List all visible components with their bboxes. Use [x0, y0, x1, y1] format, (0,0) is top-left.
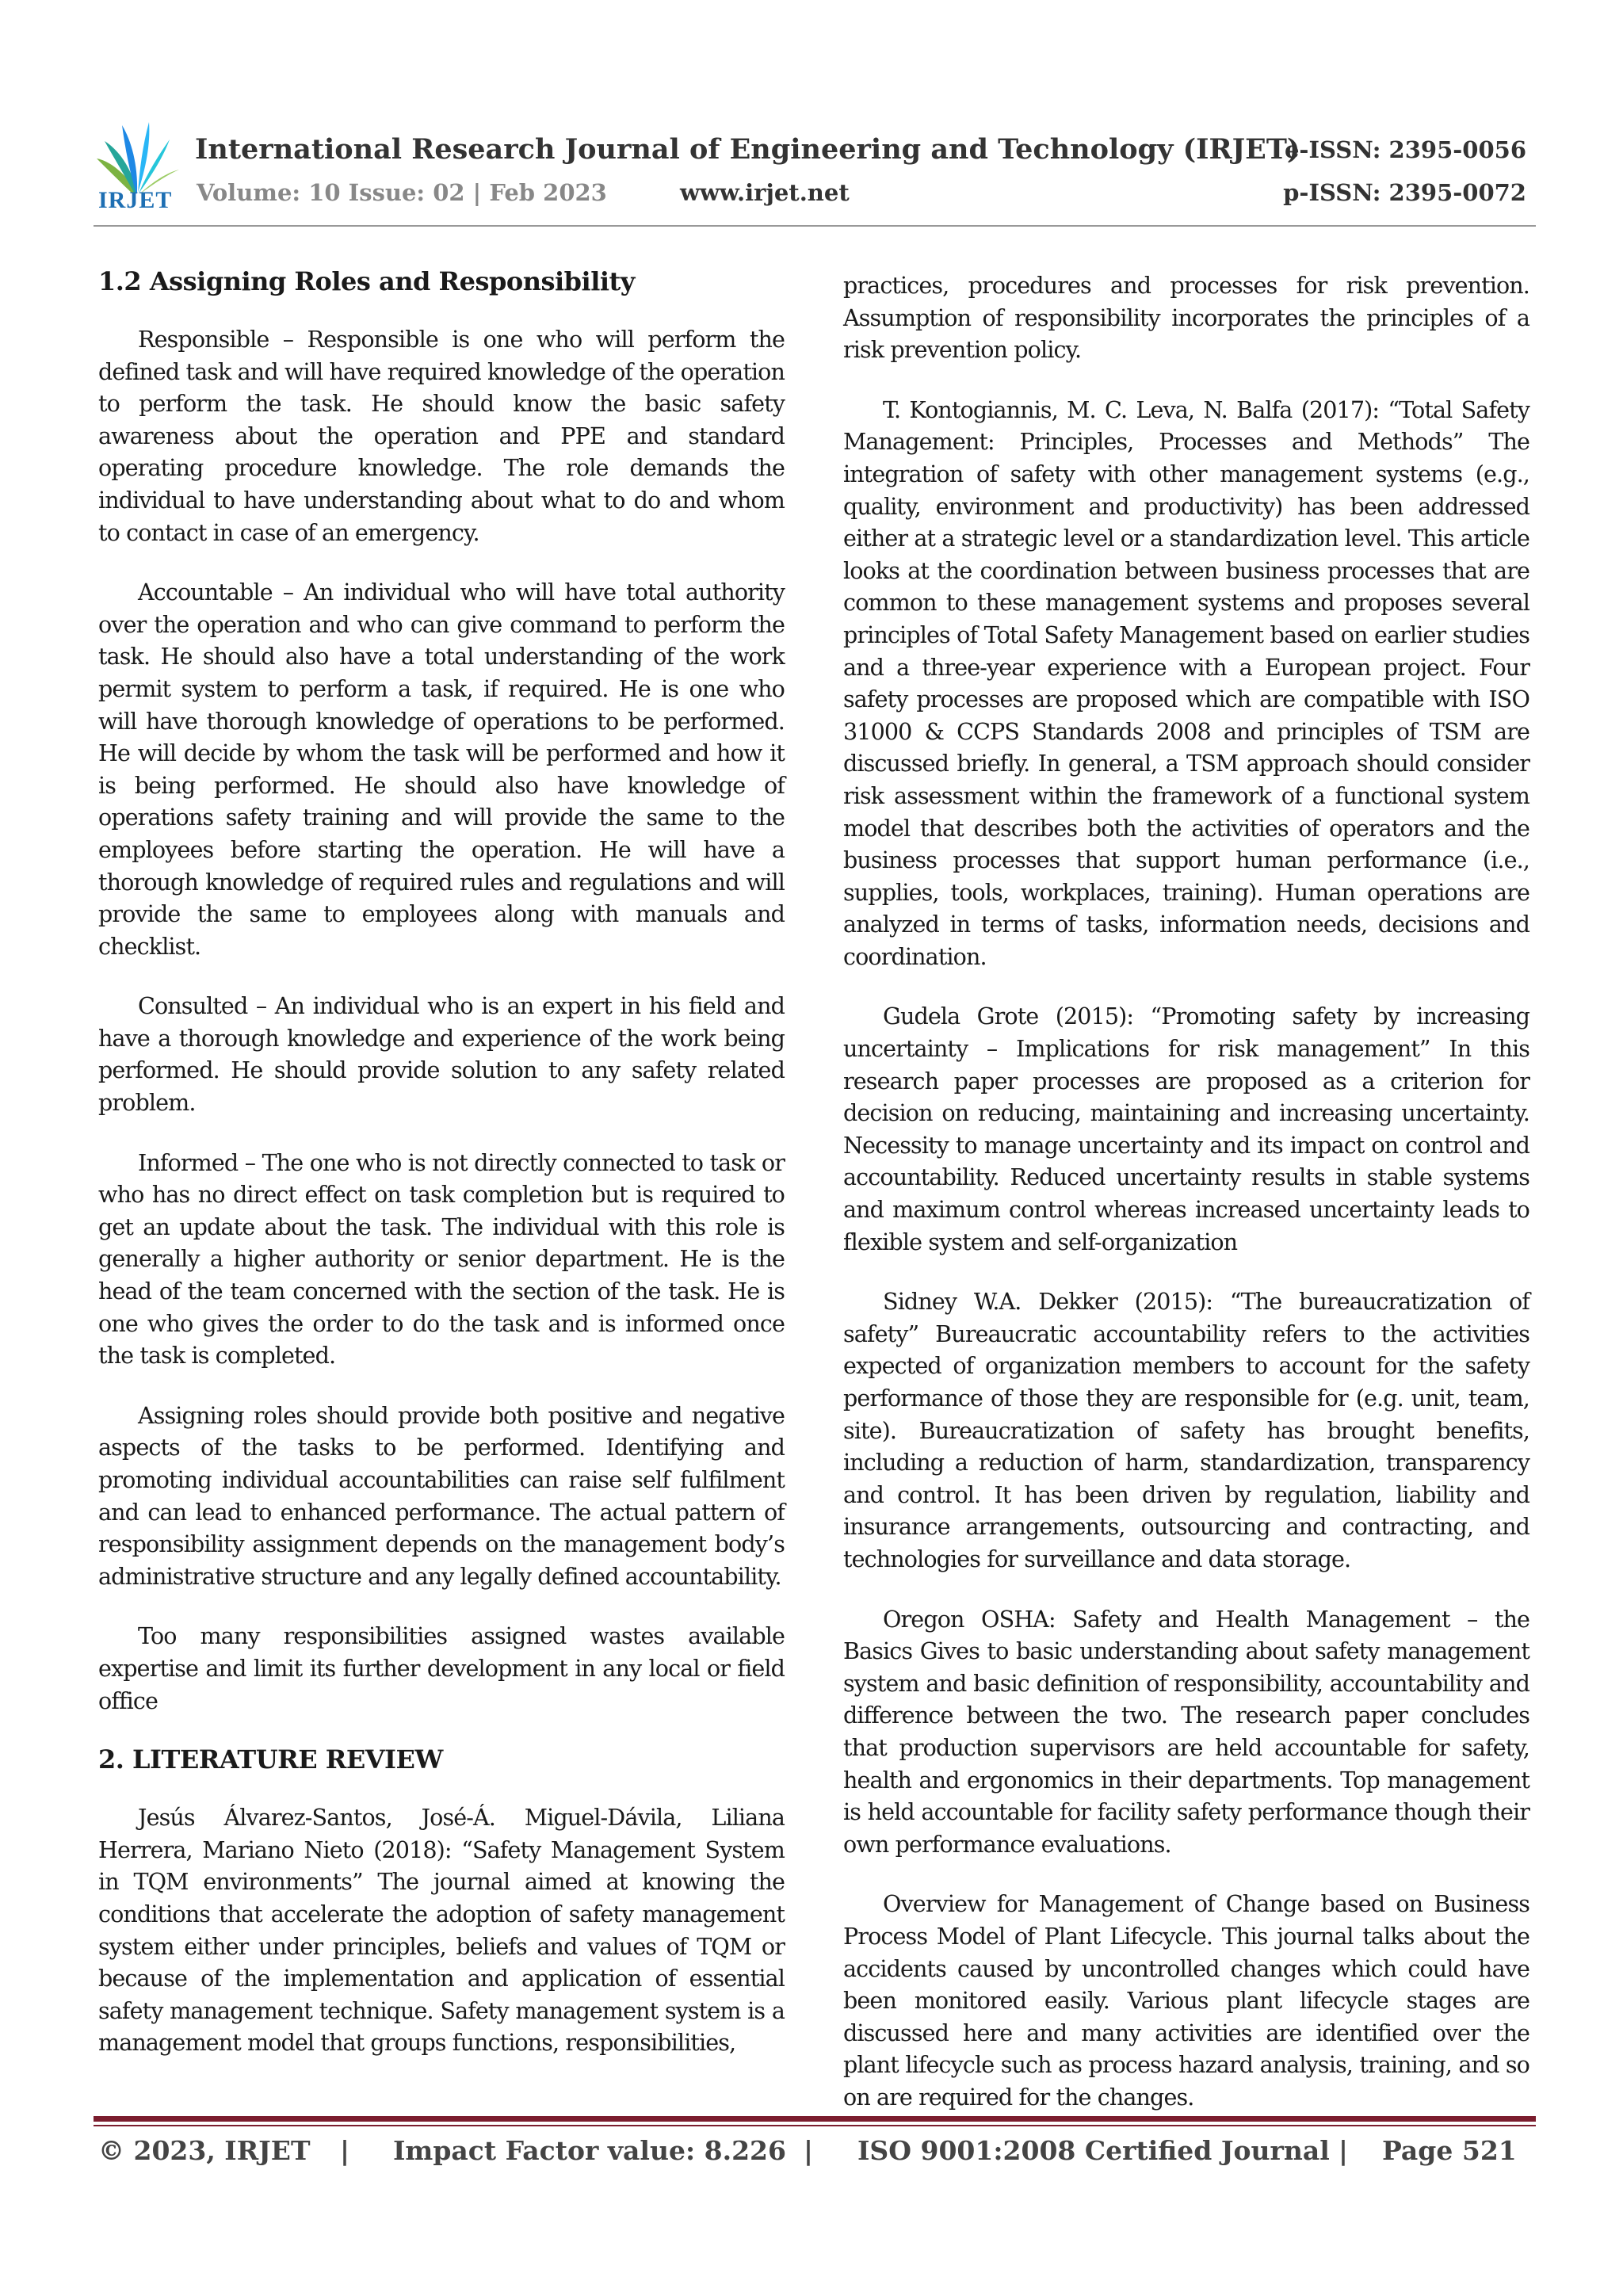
e-issn: e-ISSN: 2395-0056 [1284, 136, 1526, 163]
paragraph: Too many responsibilities assigned wastes available expertise and limit its further development in any local or field office [98, 1622, 785, 1714]
paragraph: T. Kontogiannis, M. C. Leva, N. Balfa (2017): “Total Safety Management: Principles, Processes and Methods” The integration of safety with other management systems (e.g., quality, environment and productivity) has been addressed either at a strategic level or a standardization level. This article looks at the coordination between business processes that are common to these management systems and proposes several principles of Total Safety Management based on earlier studies and a three-year experience with a European project. Four safety processes are proposed which are compatible with ISO 31000 & CCPS Standards 2008 and principles of TSM are discussed briefly. In general, a TSM approach should consider risk assessment within the framework of a functional system model that describes both the activities of operators and the business processes that support human performance (i.e., supplies, tools, workplaces, training). Human operations are analyzed in terms of tasks, information needs, decisions and coordination. [843, 395, 1529, 970]
section-heading: 1.2 Assigning Roles and Responsibility [98, 266, 635, 296]
footer-divider-thick [94, 2116, 1536, 2122]
paragraph: Overview for Management of Change based on Business Process Model of Plant Lifecycle. This journal talks about the accidents caused by uncontrolled changes which could have been monitored easily. Various plant lifecycle stages are discussed here and many activities are identified over the plant lifecycle such as process hazard analysis, training, and so on are required for the changes. [843, 1890, 1529, 2111]
paragraph: practices, procedures and processes for risk prevention. Assumption of responsibility incorporates the principles of a risk prevention policy. [843, 272, 1529, 364]
paragraph: Informed – The one who is not directly connected to task or who has no direct effect on task completion but is required to get an update about the task. The individual with this role is generally a higher authority or senior department. He is the head of the team concerned with the section of the task. He is one who gives the order to do the task and is informed once the task is completed. [98, 1148, 785, 1370]
paragraph: Responsible – Responsible is one who will perform the defined task and will have required knowledge of the operation to perform the task. He should know the basic safety awareness about the operation and PPE and standard operating procedure knowledge. The role demands the individual to have understanding about what to do and whom to contact in case of an emergency. [98, 326, 785, 546]
footer-separator: | [1338, 2135, 1349, 2166]
page-header [94, 111, 1536, 230]
paragraph: Gudela Grote (2015): “Promoting safety by increasing uncertainty – Implications for risk management” In this research paper processes are proposed as a criterion for decision on reducing, maintaining and increasing uncertainty. Necessity to manage uncertainty and its impact on control and accountability. Reduced uncertainty results in stable systems and maximum control whereas increased uncertainty leads to flexible system and self-organization [843, 1003, 1529, 1255]
footer-separator: | [804, 2135, 814, 2166]
footer-divider-thin [94, 2125, 1536, 2126]
journal-title: International Research Journal of Engineering and Technology (IRJET) [195, 133, 1300, 166]
paragraph: Consulted – An individual who is an expert in his field and have a thorough knowledge and experience of the work being performed. He should provide solution to any safety related problem. [98, 992, 785, 1117]
paragraph: Assigning roles should provide both positive and negative aspects of the tasks to be performed. Identifying and promoting individual accountabilities can raise self fulfilment and can lead to enhanced performance. The actual pattern of responsibility assignment depends on the management body’s administrative structure and any legally defined accountability. [98, 1401, 785, 1590]
website-link[interactable]: www.irjet.net [680, 179, 850, 206]
footer-separator: | [340, 2135, 350, 2166]
left-column [98, 266, 785, 2059]
page-footer [98, 2135, 1533, 2175]
iso-certification: ISO 9001:2008 Certified Journal [857, 2135, 1330, 2166]
paragraph: Oregon OSHA: Safety and Health Management – the Basics Gives to basic understanding about safety management system and basic definition of responsibility, accountability and difference between the two. The research paper concludes that production supervisors are held accountable for safety, health and ergonomics in their departments. Top management is held accountable for facility safety performance though their own performance evaluations. [843, 1605, 1529, 1858]
page-number: Page 521 [1382, 2135, 1517, 2166]
paragraph: Accountable – An individual who will have total authority over the operation and who can give command to perform the task. He should also have a total understanding of the work permit system to perform a task, if required. He is one who will have thorough knowledge of operations to be performed. He will decide by whom the task will be performed and how it is being performed. He should also have knowledge of operations safety training and will provide the same to the employees before starting the operation. He will have a thorough knowledge of required rules and regulations and will provide the same to employees along with manuals and checklist. [98, 579, 785, 960]
literature-review-heading: 2. LITERATURE REVIEW [98, 1744, 443, 1775]
copyright: © 2023, IRJET [98, 2135, 311, 2166]
logo-text: IRJET [98, 187, 173, 213]
p-issn: p-ISSN: 2395-0072 [1283, 179, 1526, 206]
impact-factor: Impact Factor value: 8.226 [393, 2135, 786, 2166]
volume-issue: Volume: 10 Issue: 02 | Feb 2023 [197, 179, 607, 206]
header-divider [94, 225, 1536, 227]
paragraph: Jesús Álvarez-Santos, José-Á. Miguel-Dávila, Liliana Herrera, Mariano Nieto (2018): “Safety Management System in TQM environments” The journal aimed at knowing the conditions that accelerate the adoption of safety management system either under principles, beliefs and values of TQM or because of the implementation and application of essential safety management technique. Safety management system is a management model that groups functions, responsibilities, [98, 1804, 785, 2057]
paragraph: Sidney W.A. Dekker (2015): “The bureaucratization of safety” Bureaucratic accountability refers to the activities expected of organization members to account for the safety performance of those they are responsible for (e.g. unit, team, site). Bureaucratization of safety has brought benefits, including a reduction of harm, standardization, transparency and control. It has been driven by regulation, liability and insurance arrangements, outsourcing and contracting, and technologies for surveillance and data storage. [843, 1288, 1529, 1572]
right-column [843, 269, 1529, 2113]
